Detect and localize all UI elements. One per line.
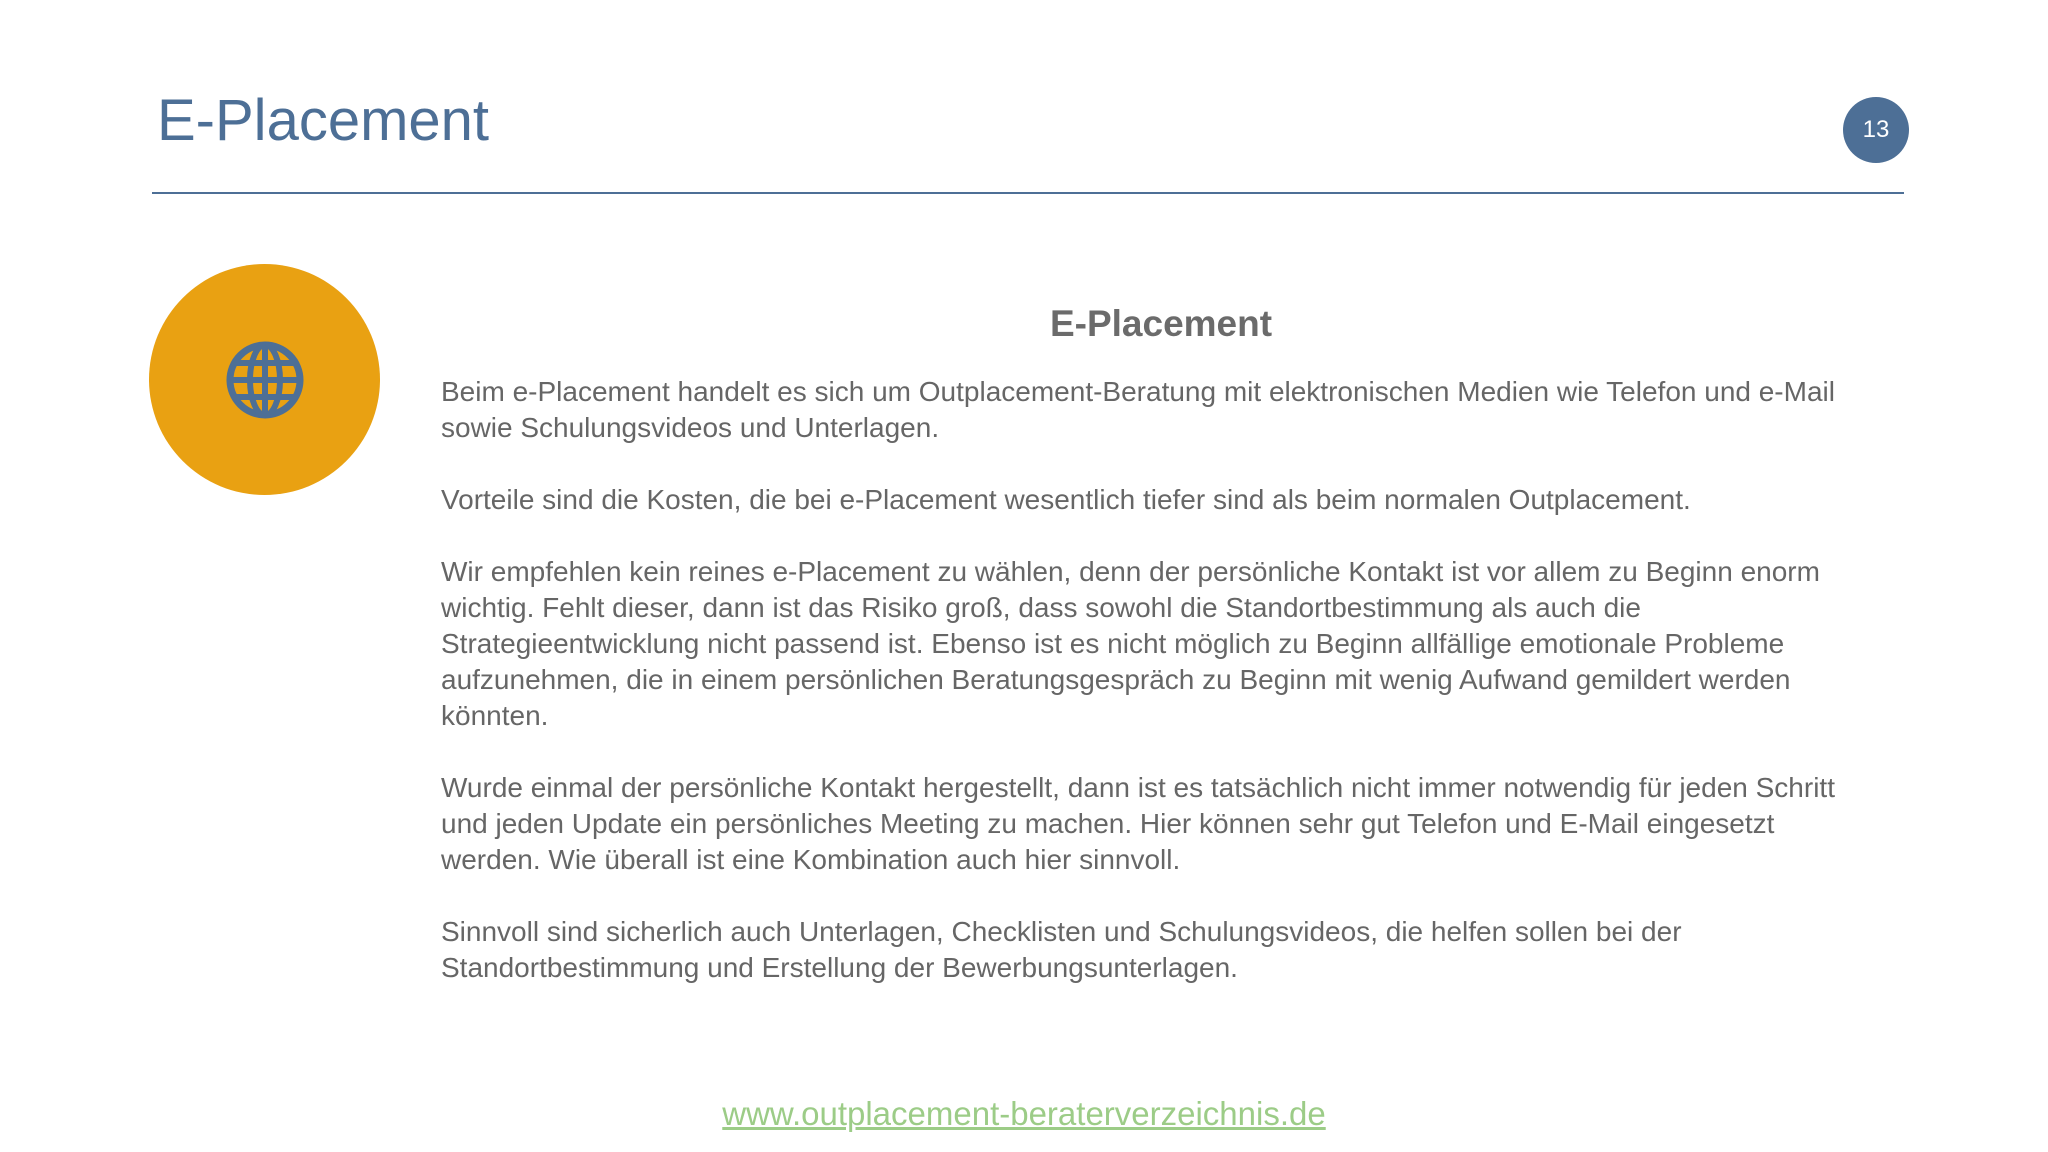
paragraph: Wurde einmal der persönliche Kontakt hergestellt, dann ist es tatsächlich nicht immer notwendig für jeden Schritt und jeden Update ein persönliches Meeting zu machen. Hier können sehr gut Telefon und E-Mail eingesetzt werden. Wie überall ist eine Kombination auch hier sinnvoll. [441, 772, 1835, 875]
paragraph: Wir empfehlen kein reines e-Placement zu wählen, denn der persönliche Kontakt ist vor allem zu Beginn enorm wichtig. Fehlt dieser, dann ist das Risiko groß, dass sowohl die Standortbestimmung als auch die Strategieentwicklung nicht passend ist. Ebenso ist es nicht möglich zu Beginn allfällige emotionale Probleme aufzunehmen, die in einem persönlichen Beratungsgespräch zu Beginn mit wenig Aufwand gemildert werden könnten. [441, 556, 1820, 731]
content-area [441, 296, 1881, 1022]
content-heading: E-Placement [1049, 303, 1273, 344]
title-divider [152, 192, 1904, 194]
slide-title: E-Placement [157, 88, 490, 153]
paragraph: Vorteile sind die Kosten, die bei e-Placement wesentlich tiefer sind als beim normalen Outplacement. [441, 484, 1691, 515]
paragraph: Sinnvoll sind sicherlich auch Unterlagen, Checklisten und Schulungsvideos, die helfen sollen bei der Standortbestimmung und Erstellung der Bewerbungsunterlagen. [441, 916, 1682, 983]
globe-icon [226, 341, 304, 419]
icon-circle [149, 264, 380, 495]
footer-website-link[interactable]: www.outplacement-beraterverzeichnis.de [722, 1095, 1326, 1132]
paragraph: Beim e-Placement handelt es sich um Outplacement-Beratung mit elektronischen Medien wie Telefon und e-Mail sowie Schulungsvideos und Unterlagen. [441, 376, 1835, 443]
page-number-badge: 13 [1843, 97, 1909, 163]
